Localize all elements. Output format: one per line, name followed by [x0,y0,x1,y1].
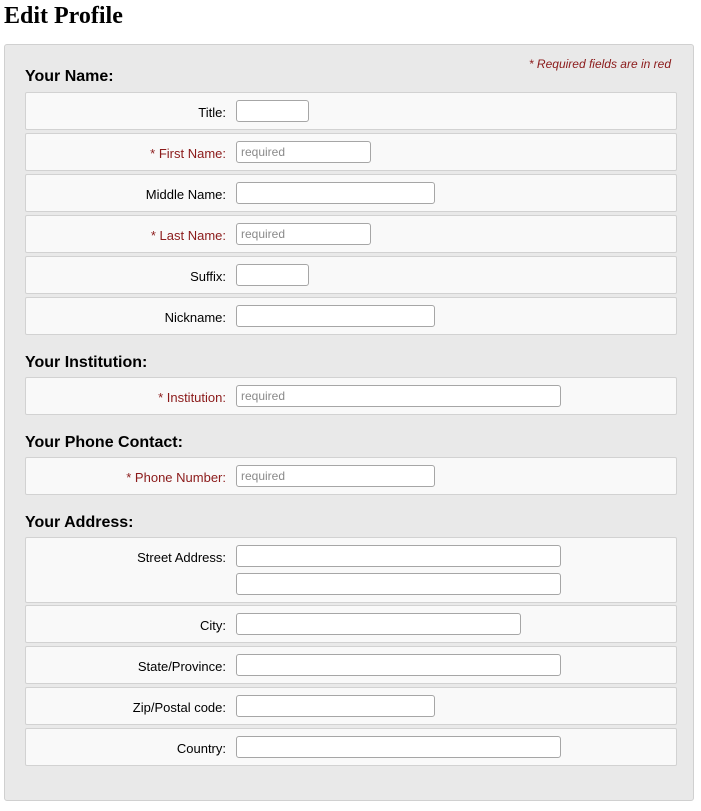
row-nickname [25,297,677,335]
phone-input[interactable] [236,465,435,487]
last-name-input[interactable] [236,223,371,245]
section-title-institution: Your Institution: [25,354,148,371]
row-zip-postal-code [25,687,677,725]
zip-postal-code-input[interactable] [236,695,435,717]
middle-name-label: Middle Name: [145,187,226,202]
first-name-input[interactable] [236,141,371,163]
suffix-input[interactable] [236,264,309,286]
street-address-line2-input[interactable] [236,573,561,595]
section-title-name: Your Name: [25,68,114,85]
institution-input[interactable] [236,385,561,407]
profile-form-panel [4,44,694,801]
section-title-phone: Your Phone Contact: [25,434,183,451]
city-label: City: [200,618,226,633]
country-label: Country: [176,741,226,756]
phone-label: * Phone Number: [126,470,226,485]
state-province-label: State/Province: [137,659,226,674]
title-input[interactable] [236,100,309,122]
state-province-input[interactable] [236,654,561,676]
suffix-label: Suffix: [190,269,226,284]
last-name-label: * Last Name: [150,228,226,243]
section-title-address: Your Address: [25,514,134,531]
required-fields-note: * Required fields are in red [528,57,671,71]
city-input[interactable] [236,613,521,635]
row-suffix [25,256,677,294]
row-phone [25,457,677,495]
row-first-name [25,133,677,171]
row-country [25,728,677,766]
first-name-label: * First Name: [150,146,226,161]
row-title [25,92,677,130]
row-street-address [25,537,677,603]
country-input[interactable] [236,736,561,758]
row-state-province [25,646,677,684]
row-last-name [25,215,677,253]
street-address-line1-input[interactable] [236,545,561,567]
nickname-input[interactable] [236,305,435,327]
nickname-label: Nickname: [164,310,226,325]
middle-name-input[interactable] [236,182,435,204]
zip-postal-code-label: Zip/Postal code: [132,700,226,715]
row-institution [25,377,677,415]
street-address-label: Street Address: [137,550,226,565]
title-label: Title: [198,105,226,120]
row-city [25,605,677,643]
page-title: Edit Profile [4,3,123,29]
row-middle-name [25,174,677,212]
institution-label: * Institution: [158,390,226,405]
